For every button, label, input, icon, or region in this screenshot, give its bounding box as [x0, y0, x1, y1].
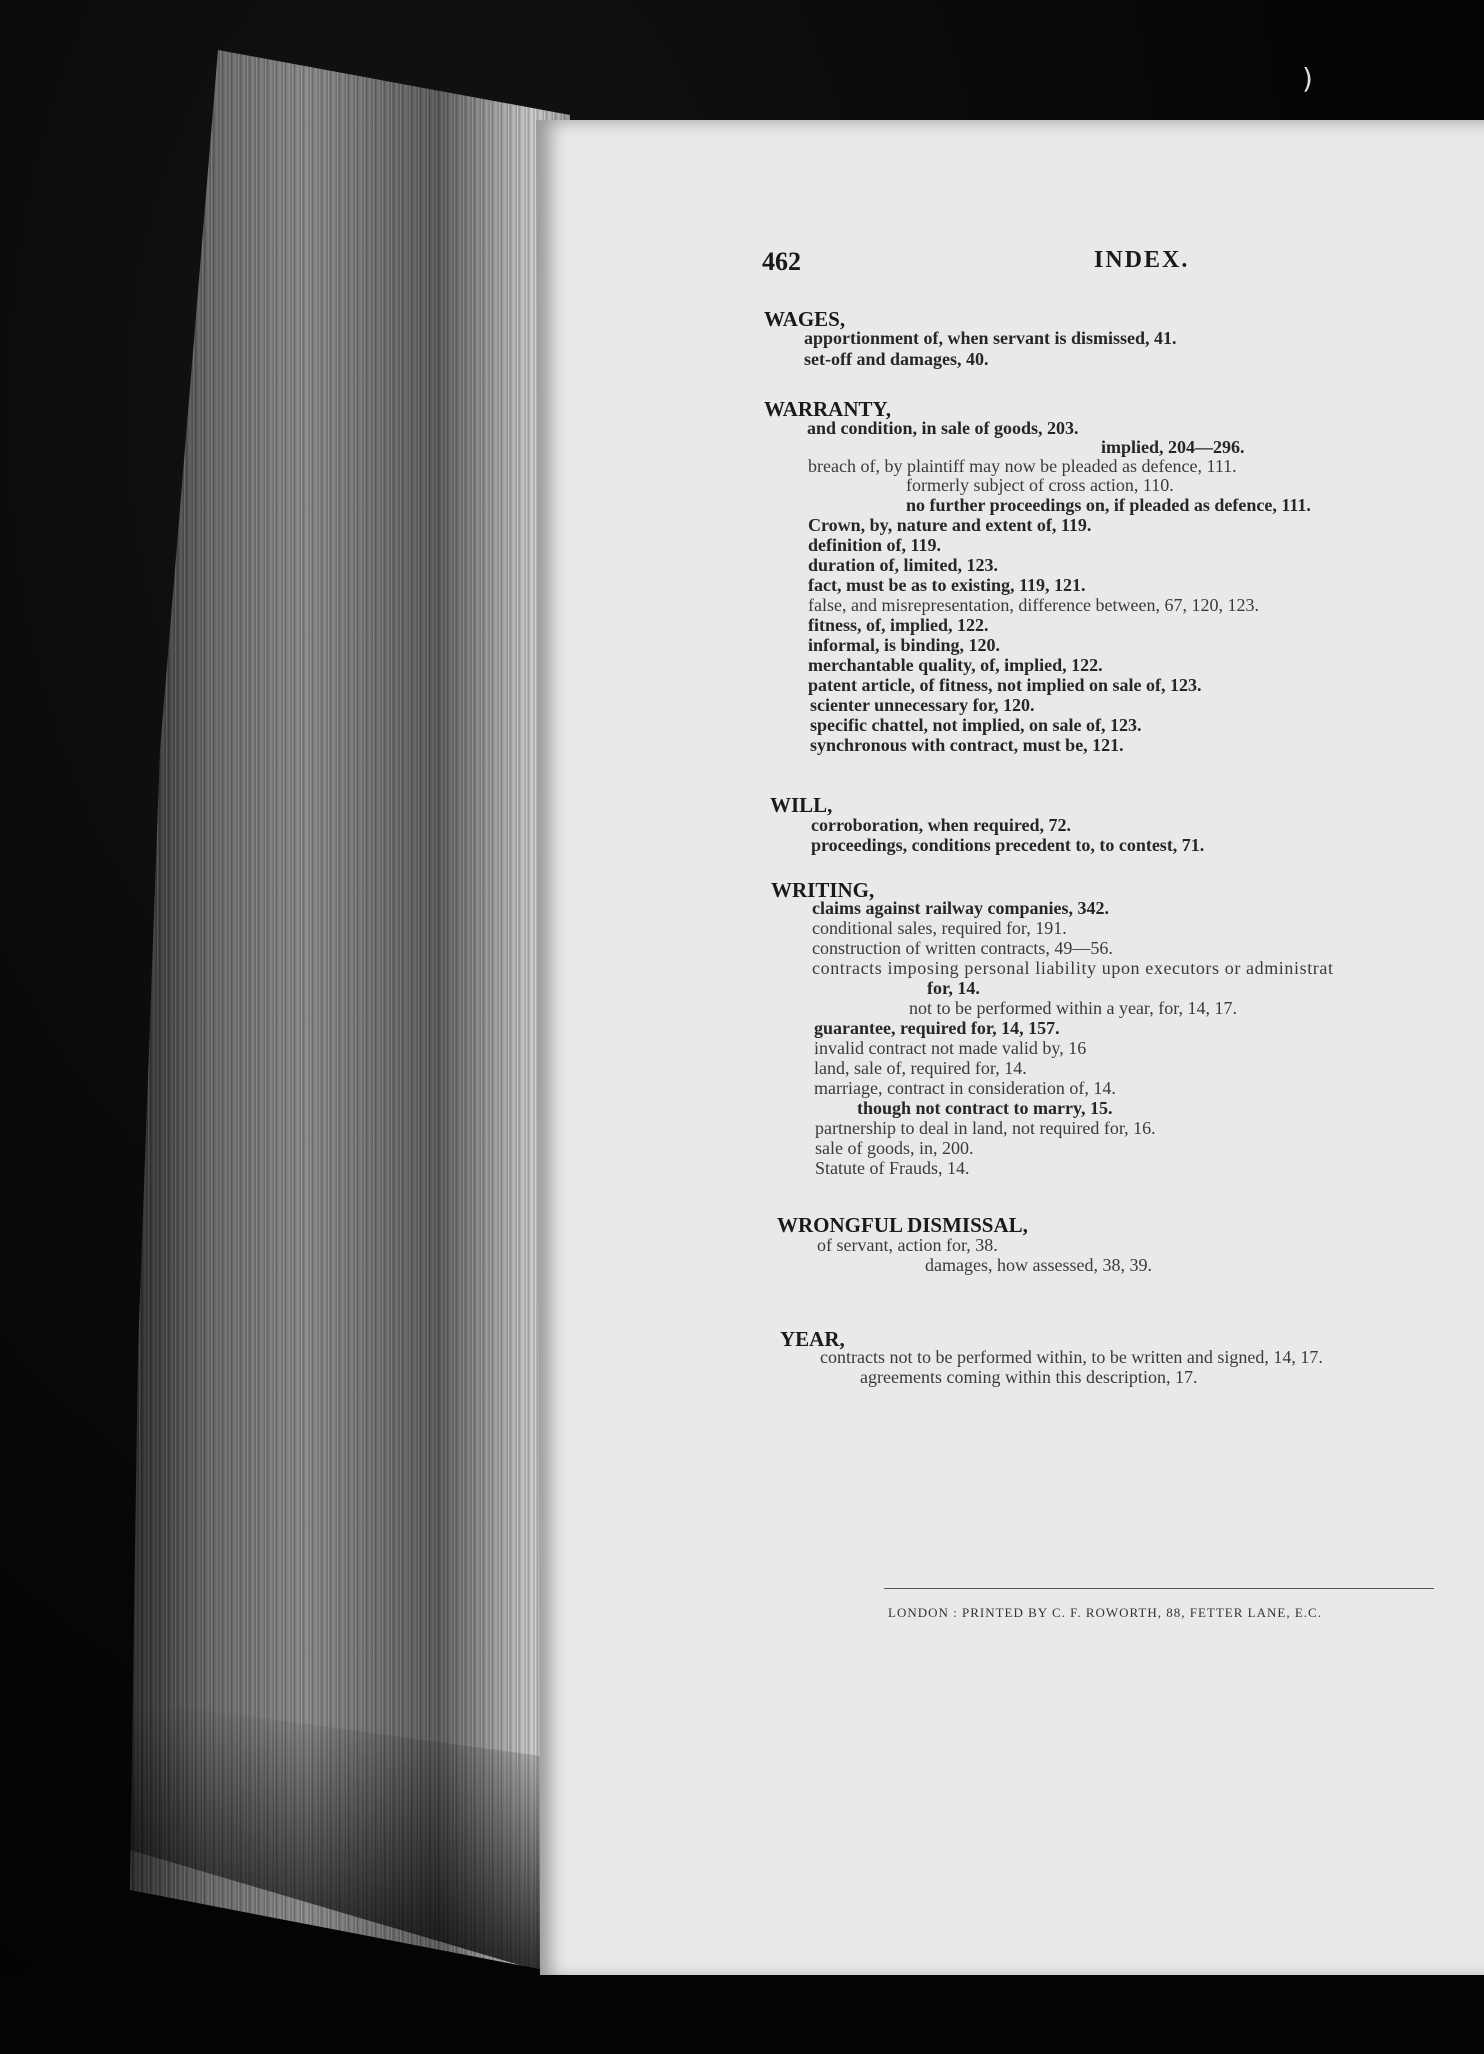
entry-line: formerly subject of cross action, 110. [906, 475, 1174, 495]
entry-line: agreements coming within this description, 17. [860, 1367, 1198, 1387]
entry-line: Crown, by, nature and extent of, 119. [808, 515, 1092, 535]
entry-line: Statute of Frauds, 14. [815, 1158, 970, 1178]
entry-line: for, 14. [927, 978, 980, 998]
entry-heading-warranty: WARRANTY, [764, 397, 891, 421]
entry-line: sale of goods, in, 200. [815, 1138, 974, 1158]
entry-heading-wages: WAGES, [764, 307, 846, 331]
entry-line: scienter unnecessary for, 120. [810, 695, 1035, 715]
dark-background-strip [0, 1975, 1484, 2054]
stray-mark: ) [1302, 62, 1313, 95]
entry-heading-will: WILL, [770, 793, 833, 817]
entry-line: apportionment of, when servant is dismissed, 41. [804, 328, 1177, 348]
entry-line: claims against railway companies, 342. [812, 898, 1109, 918]
entry-line: construction of written contracts, 49—56. [812, 938, 1113, 958]
entry-line: conditional sales, required for, 191. [812, 918, 1067, 938]
entry-line: corroboration, when required, 72. [811, 815, 1071, 835]
entry-line: patent article, of fitness, not implied on sale of, 123. [808, 675, 1202, 695]
entry-line: marriage, contract in consideration of, 14. [814, 1078, 1116, 1098]
entry-line: no further proceedings on, if pleaded as defence, 111. [906, 495, 1311, 515]
entry-line: though not contract to marry, 15. [857, 1098, 1113, 1118]
entry-line: set-off and damages, 40. [804, 349, 989, 369]
entry-line: specific chattel, not implied, on sale of, 123. [810, 715, 1142, 735]
entry-heading-wrongful-dismissal: WRONGFUL DISMISSAL, [777, 1213, 1028, 1237]
entry-line: not to be performed within a year, for, 14, 17. [909, 998, 1237, 1018]
entry-line: proceedings, conditions precedent to, to contest, 71. [811, 835, 1205, 855]
entry-line: definition of, 119. [808, 535, 942, 555]
entry-line: and condition, in sale of goods, 203. [807, 418, 1079, 438]
entry-line: contracts not to be performed within, to be written and signed, 14, 17. [820, 1347, 1323, 1367]
running-head: INDEX. [1094, 247, 1190, 273]
entry-line: false, and misrepresentation, difference between, 67, 120, 123. [808, 595, 1260, 615]
printer-imprint: LONDON : PRINTED BY C. F. ROWORTH, 88, FETTER LANE, E.C. [888, 1605, 1322, 1620]
footer-rule [884, 1588, 1434, 1589]
entry-line: contracts imposing personal liability upon executors or administrat [812, 958, 1334, 978]
entry-heading-year: YEAR, [780, 1327, 845, 1351]
page-number: 462 [762, 247, 801, 276]
entry-line: partnership to deal in land, not required for, 16. [815, 1118, 1156, 1138]
entry-line: land, sale of, required for, 14. [814, 1058, 1027, 1078]
entry-line: fitness, of, implied, 122. [808, 615, 989, 635]
book-fore-edge [130, 50, 570, 1975]
entry-line: breach of, by plaintiff may now be pleaded as defence, 111. [808, 456, 1237, 476]
entry-line: implied, 204—296. [1101, 437, 1245, 457]
entry-line: duration of, limited, 123. [808, 555, 999, 575]
entry-line: informal, is binding, 120. [808, 635, 1001, 655]
entry-line: damages, how assessed, 38, 39. [925, 1255, 1152, 1275]
entry-line: guarantee, required for, 14, 157. [814, 1018, 1060, 1038]
entry-line: fact, must be as to existing, 119, 121. [808, 575, 1086, 595]
entry-heading-writing: WRITING, [771, 878, 875, 902]
entry-line: invalid contract not made valid by, 16 [814, 1038, 1087, 1058]
entry-line: of servant, action for, 38. [817, 1235, 998, 1255]
entry-line: merchantable quality, of, implied, 122. [808, 655, 1103, 675]
entry-line: synchronous with contract, must be, 121. [810, 735, 1124, 755]
